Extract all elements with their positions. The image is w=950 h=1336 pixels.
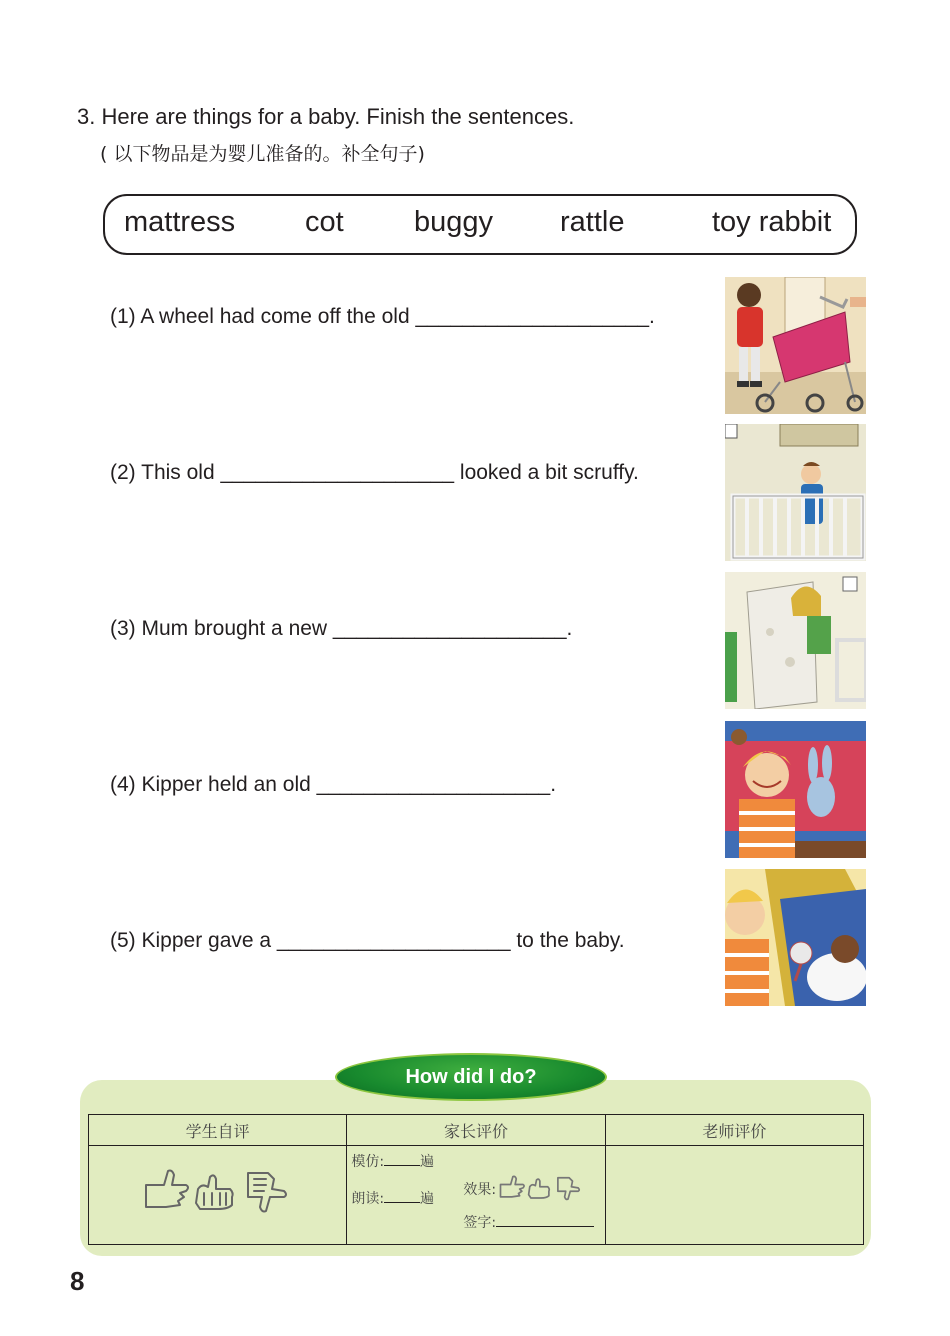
signature-blank[interactable] bbox=[496, 1214, 594, 1227]
effect-label: 效果: bbox=[463, 1182, 497, 1198]
student-eval-header: 学生自评 bbox=[89, 1115, 347, 1146]
sign-label: 签字: bbox=[463, 1215, 497, 1231]
toy-rabbit-illustration bbox=[725, 721, 866, 858]
teacher-eval-cell[interactable] bbox=[605, 1146, 863, 1245]
sentence-3: (3) Mum brought a new ____________________. bbox=[110, 617, 573, 640]
word-bank-item: rattle bbox=[560, 206, 625, 238]
word-bank-item: toy rabbit bbox=[712, 206, 832, 238]
page-number: 8 bbox=[70, 1266, 85, 1296]
rattle-illustration bbox=[725, 869, 866, 1006]
read-count-blank[interactable] bbox=[384, 1190, 420, 1203]
parent-eval-cell bbox=[347, 1146, 605, 1245]
imitate-count-blank[interactable] bbox=[384, 1153, 420, 1166]
imitate-label: 模仿: bbox=[351, 1154, 385, 1170]
sentence-1: (1) A wheel had come off the old ____________________. bbox=[110, 305, 655, 328]
sentence-2: (2) This old ____________________ looked a bit scruffy. bbox=[110, 461, 639, 484]
mattress-illustration bbox=[725, 572, 866, 709]
parent-eval-header: 家长评价 bbox=[347, 1115, 605, 1146]
question-title: 3. Here are things for a baby. Finish the sentences. bbox=[77, 104, 575, 129]
word-bank-item: buggy bbox=[414, 206, 494, 238]
how-did-i-do-heading: How did I do? bbox=[335, 1053, 607, 1101]
effect-thumbs-icon[interactable] bbox=[496, 1172, 586, 1206]
thumbs-rating-icon[interactable] bbox=[138, 1163, 298, 1223]
question-subtitle: ( 以下物品是为婴儿准备的。补全句子) bbox=[100, 143, 425, 165]
buggy-illustration bbox=[725, 277, 866, 414]
teacher-eval-header: 老师评价 bbox=[605, 1115, 863, 1146]
read-label: 朗读: bbox=[351, 1191, 385, 1207]
sentence-5: (5) Kipper gave a ____________________ to the baby. bbox=[110, 929, 625, 952]
imitate-unit: 遍 bbox=[420, 1154, 435, 1170]
word-bank-item: cot bbox=[305, 206, 344, 238]
student-eval-cell bbox=[89, 1146, 347, 1245]
evaluation-table bbox=[88, 1114, 864, 1245]
sentence-4: (4) Kipper held an old ____________________. bbox=[110, 773, 557, 796]
read-unit: 遍 bbox=[420, 1191, 435, 1207]
cot-illustration bbox=[725, 424, 866, 561]
word-bank-item: mattress bbox=[124, 206, 236, 238]
